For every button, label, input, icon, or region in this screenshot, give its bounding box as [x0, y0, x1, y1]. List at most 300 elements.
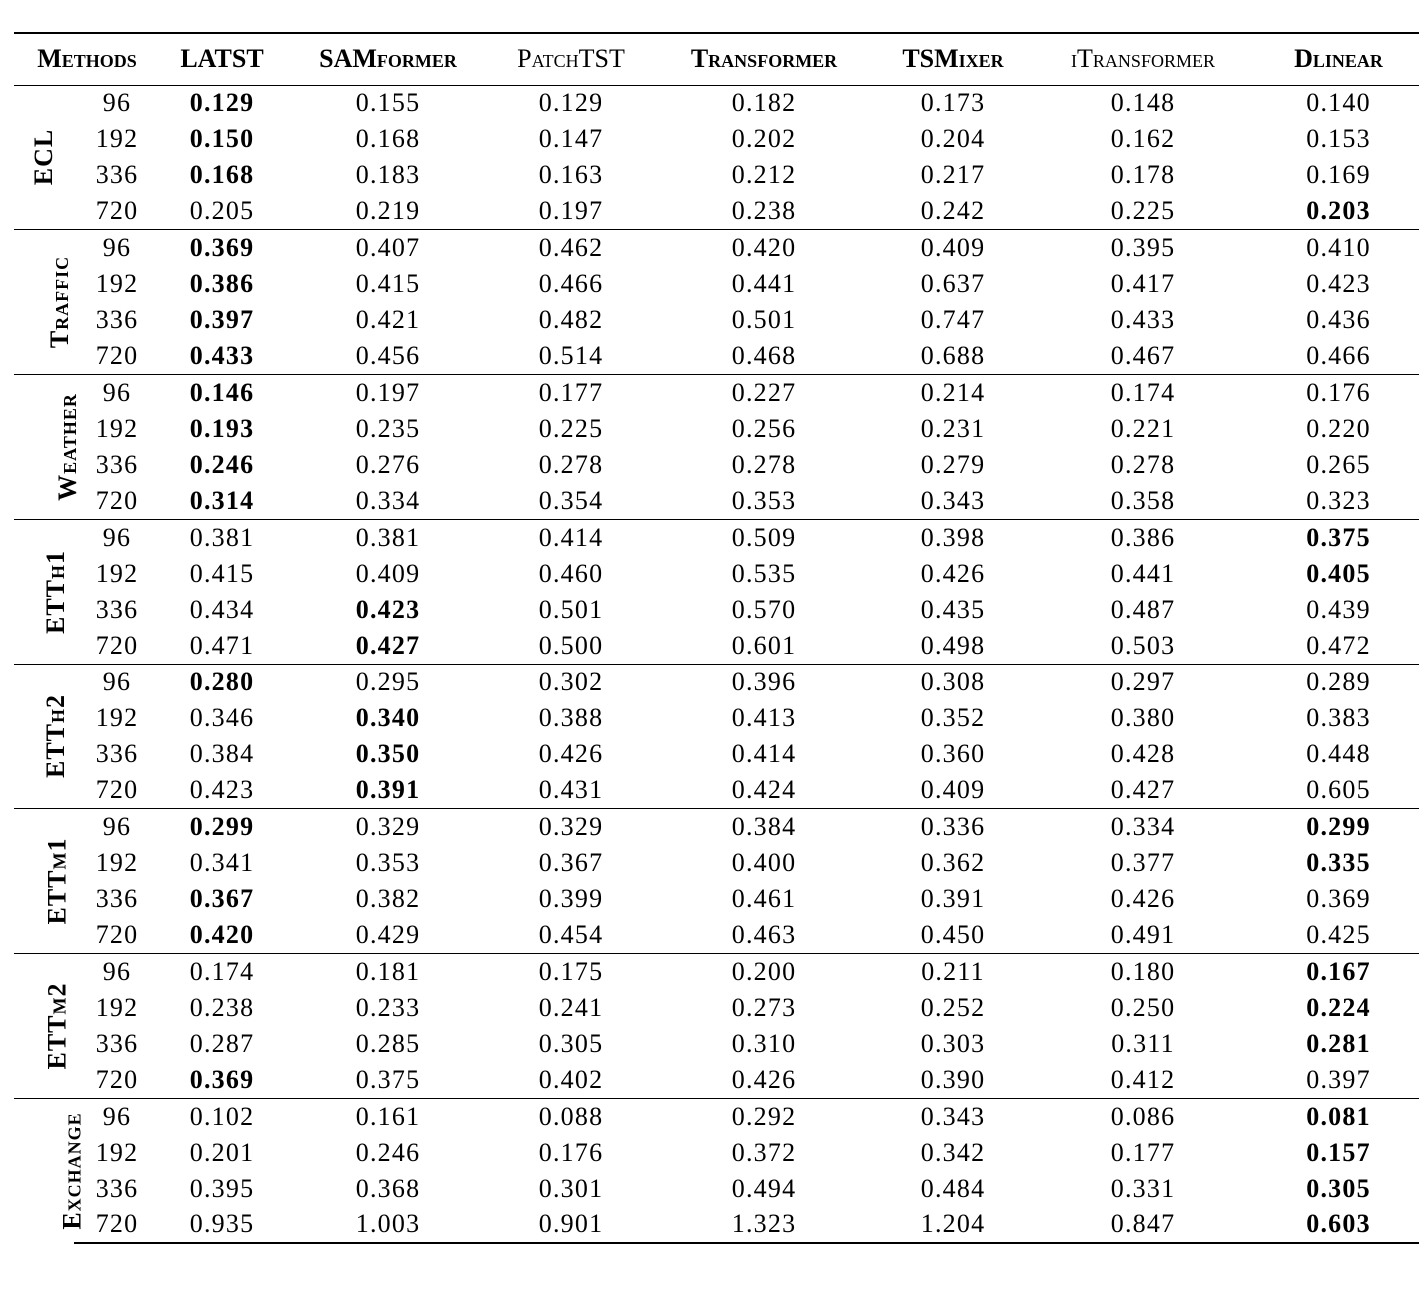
horizon-cell: 720 [95, 630, 139, 660]
value-cell: 0.265 [1306, 449, 1371, 479]
table-row [14, 990, 1419, 1026]
value-cell: 1.003 [284, 1207, 492, 1243]
value-cell: 0.386 [189, 269, 255, 299]
value-cell: 0.377 [1110, 848, 1176, 878]
value-cell: 0.428 [1110, 739, 1176, 769]
results-table [14, 32, 1419, 1244]
value-cell: 0.323 [1306, 485, 1371, 515]
value-cell: 0.433 [189, 341, 255, 371]
value-cell: 0.409 [355, 558, 421, 588]
value-cell: 0.603 [1258, 1207, 1419, 1243]
table-row [14, 447, 1419, 483]
value-cell: 0.358 [1110, 485, 1176, 515]
dataset-label-cell [14, 519, 74, 664]
table-row [14, 809, 1419, 845]
value-cell: 0.129 [189, 88, 255, 118]
value-cell: 0.168 [189, 160, 255, 190]
value-cell: 0.250 [1110, 992, 1176, 1022]
value-cell: 0.231 [920, 413, 986, 443]
value-cell: 0.466 [1306, 341, 1371, 371]
horizon-cell: 720 [95, 920, 139, 950]
horizon-cell: 336 [95, 1173, 139, 1203]
value-cell: 0.292 [650, 1098, 878, 1134]
value-cell: 0.220 [1306, 413, 1371, 443]
value-cell: 0.901 [492, 1207, 650, 1243]
dataset-label-cell [14, 375, 82, 520]
value-cell: 0.129 [538, 88, 604, 118]
value-cell: 0.353 [355, 848, 421, 878]
value-cell: 0.454 [538, 920, 604, 950]
value-cell: 0.180 [1028, 954, 1258, 990]
value-cell: 0.289 [1258, 664, 1419, 700]
table-row [14, 302, 1419, 338]
dataset-name: Exchange [57, 1112, 87, 1230]
value-cell: 0.501 [538, 594, 604, 624]
value-cell: 0.297 [1028, 664, 1258, 700]
value-cell: 0.281 [1306, 1028, 1371, 1058]
value-cell: 0.221 [1110, 413, 1176, 443]
value-cell: 0.433 [1110, 305, 1176, 335]
value-cell: 0.311 [1111, 1028, 1175, 1058]
value-cell: 0.487 [1110, 594, 1176, 624]
table-row [14, 121, 1419, 157]
value-cell: 0.426 [538, 739, 604, 769]
value-cell: 0.246 [189, 449, 255, 479]
value-cell: 0.397 [1306, 1064, 1371, 1094]
value-cell: 0.460 [538, 558, 604, 588]
dataset-label-cell [14, 85, 74, 230]
table-row [14, 917, 1419, 953]
value-cell: 0.225 [1110, 196, 1176, 226]
value-cell: 0.301 [538, 1173, 604, 1203]
value-cell: 0.386 [1028, 519, 1258, 555]
value-cell: 0.494 [731, 1173, 797, 1203]
value-cell: 0.369 [189, 1064, 255, 1094]
value-cell: 0.177 [1110, 1137, 1176, 1167]
horizon-cell: 96 [74, 954, 160, 990]
horizon-cell: 192 [95, 992, 139, 1022]
horizon-cell: 96 [102, 88, 132, 118]
dataset-name: ETTh1 [41, 549, 71, 634]
value-cell: 0.380 [1110, 703, 1176, 733]
value-cell: 0.336 [878, 809, 1028, 845]
methods-header: Methods [14, 33, 160, 85]
value-cell: 0.202 [731, 124, 797, 154]
value-cell: 0.367 [538, 848, 604, 878]
value-cell: 0.169 [1306, 160, 1371, 190]
value-cell: 0.273 [731, 992, 797, 1022]
value-cell: 0.224 [1306, 992, 1371, 1022]
horizon-cell: 336 [95, 594, 139, 624]
dataset-name: ETTh2 [41, 694, 71, 779]
value-cell: 0.175 [492, 954, 650, 990]
value-cell: 0.334 [1028, 809, 1258, 845]
horizon-cell: 96 [74, 1098, 160, 1134]
value-cell: 0.241 [538, 992, 604, 1022]
value-cell: 0.498 [920, 630, 986, 660]
value-cell: 0.334 [355, 485, 421, 515]
value-cell: 0.278 [538, 449, 604, 479]
value-cell: 0.413 [731, 703, 797, 733]
value-cell: 0.163 [538, 160, 604, 190]
value-cell: 0.436 [1306, 305, 1371, 335]
horizon-cell: 720 [95, 1064, 139, 1094]
table-row [14, 194, 1419, 230]
table-row [14, 700, 1419, 736]
dataset-name: Weather [52, 393, 82, 501]
value-cell: 0.285 [355, 1028, 421, 1058]
value-cell: 0.935 [160, 1207, 284, 1243]
value-cell: 0.388 [538, 703, 604, 733]
value-cell: 0.415 [189, 558, 255, 588]
horizon-cell: 720 [95, 196, 139, 226]
value-cell: 0.747 [920, 305, 986, 335]
value-cell: 0.178 [1110, 160, 1176, 190]
value-cell: 0.503 [1110, 630, 1176, 660]
value-cell: 0.409 [878, 230, 1028, 266]
value-cell: 0.252 [920, 992, 986, 1022]
table-row [14, 1171, 1419, 1207]
value-cell: 0.514 [538, 341, 604, 371]
value-cell: 0.295 [284, 664, 492, 700]
value-cell: 0.153 [1306, 124, 1371, 154]
value-cell: 0.397 [189, 305, 255, 335]
table-row [14, 628, 1419, 664]
column-header-tsmixer: TSMixer [878, 33, 1028, 85]
value-cell: 0.329 [492, 809, 650, 845]
horizon-cell: 336 [95, 1028, 139, 1058]
value-cell: 0.353 [731, 485, 797, 515]
value-cell: 0.390 [920, 1064, 986, 1094]
value-cell: 0.405 [1306, 558, 1371, 588]
horizon-cell: 192 [95, 703, 139, 733]
value-cell: 0.417 [1110, 269, 1176, 299]
value-cell: 0.420 [650, 230, 878, 266]
horizon-cell: 720 [95, 341, 139, 371]
table-row [14, 1207, 1419, 1243]
value-cell: 0.174 [1028, 375, 1258, 411]
value-cell: 0.439 [1306, 594, 1371, 624]
table-row [14, 1098, 1419, 1134]
value-cell: 0.305 [1306, 1173, 1371, 1203]
dataset-label-cell [14, 809, 74, 954]
column-header-transformer: Transformer [650, 33, 878, 85]
horizon-cell: 336 [95, 160, 139, 190]
value-cell: 0.407 [284, 230, 492, 266]
horizon-cell: 720 [74, 1207, 160, 1243]
table-row [14, 483, 1419, 519]
value-cell: 0.375 [355, 1064, 421, 1094]
value-cell: 0.434 [189, 594, 255, 624]
value-cell: 0.435 [920, 594, 986, 624]
horizon-cell: 96 [74, 519, 160, 555]
value-cell: 0.305 [538, 1028, 604, 1058]
table-row [14, 845, 1419, 881]
value-cell: 0.197 [284, 375, 492, 411]
value-cell: 0.381 [160, 519, 284, 555]
value-cell: 0.147 [538, 124, 604, 154]
value-cell: 0.409 [920, 775, 986, 805]
value-cell: 0.168 [355, 124, 421, 154]
horizon-cell: 96 [74, 375, 160, 411]
value-cell: 0.242 [920, 196, 986, 226]
value-cell: 0.146 [160, 375, 284, 411]
value-cell: 0.181 [284, 954, 492, 990]
value-cell: 0.140 [1306, 88, 1371, 118]
value-cell: 0.167 [1258, 954, 1419, 990]
value-cell: 0.441 [1110, 558, 1176, 588]
column-header-latst: LATST [160, 33, 284, 85]
horizon-cell: 336 [95, 449, 139, 479]
value-cell: 0.203 [1306, 196, 1371, 226]
value-cell: 0.384 [189, 739, 255, 769]
value-cell: 0.426 [920, 558, 986, 588]
value-cell: 0.391 [355, 775, 421, 805]
value-cell: 0.381 [284, 519, 492, 555]
value-cell: 0.314 [189, 485, 255, 515]
value-cell: 0.482 [538, 305, 604, 335]
column-header-itransformer: iTransformer [1028, 33, 1258, 85]
table-row [14, 881, 1419, 917]
value-cell: 0.423 [1306, 269, 1371, 299]
value-cell: 0.398 [878, 519, 1028, 555]
value-cell: 0.161 [284, 1098, 492, 1134]
horizon-cell: 192 [95, 124, 139, 154]
table-row [14, 773, 1419, 809]
value-cell: 0.415 [355, 269, 421, 299]
value-cell: 0.427 [1110, 775, 1176, 805]
table-row [14, 1026, 1419, 1062]
value-cell: 0.303 [920, 1028, 986, 1058]
table-row [14, 519, 1419, 555]
value-cell: 0.369 [160, 230, 284, 266]
value-cell: 0.225 [538, 413, 604, 443]
table-row [14, 1134, 1419, 1170]
value-cell: 0.302 [492, 664, 650, 700]
value-cell: 0.414 [492, 519, 650, 555]
value-cell: 0.395 [189, 1173, 255, 1203]
value-cell: 0.310 [731, 1028, 797, 1058]
value-cell: 0.400 [731, 848, 797, 878]
table-row [14, 954, 1419, 990]
table-row [14, 592, 1419, 628]
value-cell: 0.102 [160, 1098, 284, 1134]
value-cell: 0.182 [731, 88, 797, 118]
value-cell: 0.280 [160, 664, 284, 700]
value-cell: 0.227 [650, 375, 878, 411]
value-cell: 0.375 [1258, 519, 1419, 555]
value-cell: 0.605 [1306, 775, 1371, 805]
value-cell: 0.197 [538, 196, 604, 226]
value-cell: 0.412 [1110, 1064, 1176, 1094]
value-cell: 0.425 [1306, 920, 1371, 950]
horizon-cell: 336 [95, 884, 139, 914]
value-cell: 0.343 [920, 485, 986, 515]
value-cell: 0.354 [538, 485, 604, 515]
dataset-name: ETTm1 [42, 837, 72, 925]
value-cell: 0.491 [1110, 920, 1176, 950]
table-row [14, 736, 1419, 772]
table-row [14, 157, 1419, 193]
value-cell: 0.217 [920, 160, 986, 190]
horizon-cell: 192 [95, 413, 139, 443]
dataset-label-cell [14, 954, 74, 1099]
value-cell: 0.395 [1028, 230, 1258, 266]
value-cell: 0.396 [650, 664, 878, 700]
value-cell: 0.287 [189, 1028, 255, 1058]
value-cell: 0.150 [189, 124, 255, 154]
value-cell: 0.362 [920, 848, 986, 878]
value-cell: 0.235 [355, 413, 421, 443]
value-cell: 0.342 [920, 1137, 986, 1167]
value-cell: 0.462 [492, 230, 650, 266]
value-cell: 0.205 [189, 196, 255, 226]
value-cell: 0.399 [538, 884, 604, 914]
horizon-cell: 720 [95, 775, 139, 805]
value-cell: 0.162 [1110, 124, 1176, 154]
horizon-cell: 336 [95, 739, 139, 769]
value-cell: 0.384 [650, 809, 878, 845]
value-cell: 0.157 [1306, 1137, 1371, 1167]
table-row [14, 266, 1419, 302]
value-cell: 0.346 [189, 703, 255, 733]
table-row [14, 230, 1419, 266]
value-cell: 0.509 [650, 519, 878, 555]
value-cell: 0.500 [538, 630, 604, 660]
table-row [14, 1062, 1419, 1098]
table-row [14, 85, 1419, 121]
value-cell: 0.467 [1110, 341, 1176, 371]
table-row [14, 664, 1419, 700]
table-row [14, 411, 1419, 447]
value-cell: 0.183 [355, 160, 421, 190]
value-cell: 0.450 [920, 920, 986, 950]
value-cell: 0.350 [355, 739, 421, 769]
dataset-label-cell [14, 230, 74, 375]
table-row [14, 338, 1419, 374]
value-cell: 0.177 [492, 375, 650, 411]
value-cell: 0.329 [284, 809, 492, 845]
value-cell: 0.426 [1110, 884, 1176, 914]
value-cell: 0.847 [1028, 1207, 1258, 1243]
dataset-label-cell [14, 1098, 87, 1243]
value-cell: 0.637 [920, 269, 986, 299]
value-cell: 0.461 [731, 884, 797, 914]
value-cell: 0.431 [538, 775, 604, 805]
value-cell: 0.456 [355, 341, 421, 371]
value-cell: 0.086 [1028, 1098, 1258, 1134]
value-cell: 0.484 [920, 1173, 986, 1203]
horizon-cell: 96 [74, 230, 160, 266]
value-cell: 0.200 [650, 954, 878, 990]
value-cell: 0.256 [731, 413, 797, 443]
value-cell: 0.211 [878, 954, 1028, 990]
value-cell: 0.343 [878, 1098, 1028, 1134]
value-cell: 0.201 [189, 1137, 255, 1167]
value-cell: 0.174 [160, 954, 284, 990]
column-header-patchtst: PatchTST [492, 33, 650, 85]
horizon-cell: 96 [74, 664, 160, 700]
value-cell: 0.471 [189, 630, 255, 660]
value-cell: 0.331 [1110, 1173, 1176, 1203]
column-header-samformer: SAMformer [284, 33, 492, 85]
horizon-cell: 336 [95, 305, 139, 335]
value-cell: 1.204 [878, 1207, 1028, 1243]
horizon-cell: 192 [95, 848, 139, 878]
value-cell: 0.212 [731, 160, 797, 190]
dataset-name: ECL [29, 129, 58, 186]
value-cell: 0.466 [538, 269, 604, 299]
value-cell: 0.233 [355, 992, 421, 1022]
value-cell: 0.535 [731, 558, 797, 588]
value-cell: 0.402 [538, 1064, 604, 1094]
value-cell: 0.155 [355, 88, 421, 118]
dataset-name: ETTm2 [42, 982, 72, 1070]
value-cell: 0.570 [731, 594, 797, 624]
value-cell: 0.368 [355, 1173, 421, 1203]
value-cell: 0.423 [189, 775, 255, 805]
table-row [14, 375, 1419, 411]
value-cell: 0.279 [920, 449, 986, 479]
value-cell: 0.372 [731, 1137, 797, 1167]
value-cell: 0.193 [189, 413, 255, 443]
value-cell: 0.367 [189, 884, 255, 914]
value-cell: 0.176 [1258, 375, 1419, 411]
value-cell: 0.308 [878, 664, 1028, 700]
horizon-cell: 192 [95, 1137, 139, 1167]
value-cell: 0.448 [1306, 739, 1371, 769]
value-cell: 0.410 [1258, 230, 1419, 266]
value-cell: 0.276 [355, 449, 421, 479]
value-cell: 0.278 [731, 449, 797, 479]
horizon-cell: 720 [95, 485, 139, 515]
table-row [14, 555, 1419, 591]
value-cell: 0.088 [492, 1098, 650, 1134]
value-cell: 0.278 [1110, 449, 1176, 479]
value-cell: 0.427 [355, 630, 421, 660]
value-cell: 0.601 [731, 630, 797, 660]
value-cell: 0.238 [731, 196, 797, 226]
value-cell: 0.352 [920, 703, 986, 733]
value-cell: 0.472 [1306, 630, 1371, 660]
dataset-name: Traffic [45, 255, 75, 349]
header-row [14, 33, 1419, 85]
value-cell: 0.420 [189, 920, 255, 950]
value-cell: 0.341 [189, 848, 255, 878]
horizon-cell: 192 [95, 269, 139, 299]
value-cell: 0.148 [1110, 88, 1176, 118]
value-cell: 0.335 [1306, 848, 1371, 878]
value-cell: 0.214 [878, 375, 1028, 411]
value-cell: 0.176 [538, 1137, 604, 1167]
value-cell: 0.423 [355, 594, 421, 624]
value-cell: 0.463 [731, 920, 797, 950]
value-cell: 0.299 [160, 809, 284, 845]
value-cell: 0.441 [731, 269, 797, 299]
value-cell: 0.246 [355, 1137, 421, 1167]
value-cell: 0.421 [355, 305, 421, 335]
value-cell: 0.414 [731, 739, 797, 769]
column-header-dlinear: Dlinear [1258, 33, 1419, 85]
value-cell: 1.323 [650, 1207, 878, 1243]
value-cell: 0.429 [355, 920, 421, 950]
value-cell: 0.424 [731, 775, 797, 805]
value-cell: 0.383 [1306, 703, 1371, 733]
value-cell: 0.382 [355, 884, 421, 914]
dataset-label-cell [14, 664, 74, 809]
table-body [14, 85, 1419, 1243]
horizon-cell: 96 [74, 809, 160, 845]
